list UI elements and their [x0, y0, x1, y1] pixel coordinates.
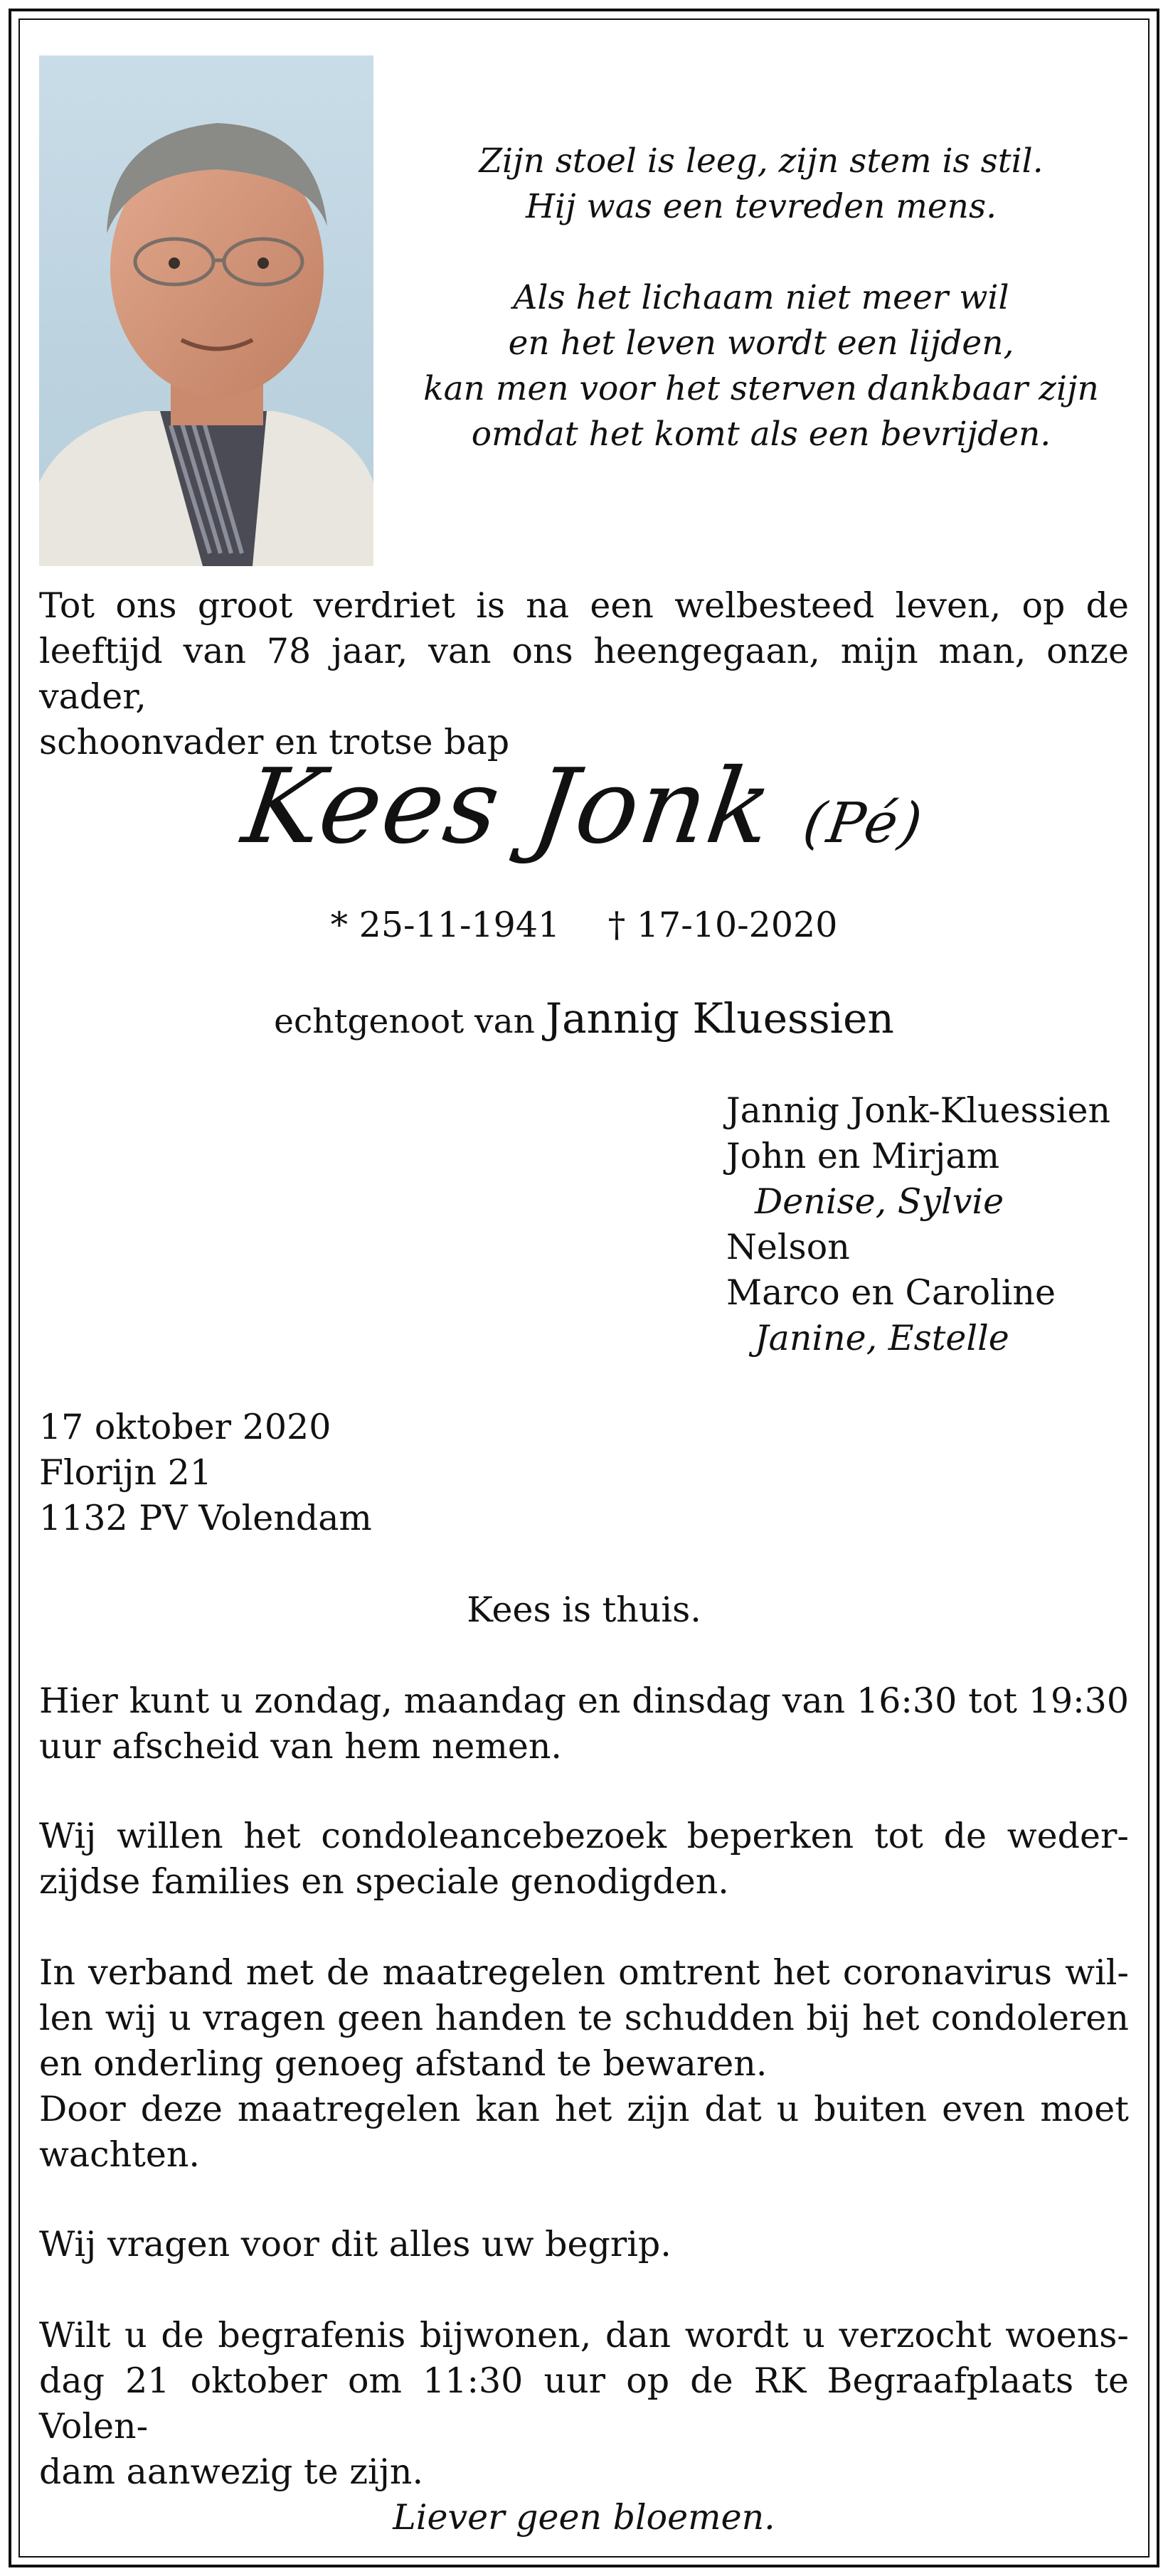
- family-member: Janine, Estelle: [755, 1318, 1009, 1358]
- life-dates: [39, 905, 1129, 945]
- family-list: [726, 1088, 1110, 1361]
- family-member: Marco en Caroline: [726, 1272, 1056, 1313]
- poem-line: kan men voor het sterven dankbaar zijn: [423, 369, 1099, 408]
- poem-stanza-2: [395, 275, 1127, 457]
- deceased-name: [30, 747, 1138, 880]
- home-notice: Kees is thuis.: [467, 1590, 701, 1630]
- corona-paragraph: [39, 1950, 1129, 2087]
- address-city: 1132 PV Volendam: [39, 1498, 372, 1538]
- address-block: [39, 1405, 372, 1541]
- intro-paragraph: [39, 583, 1129, 765]
- condolence-paragraph: [39, 1814, 1129, 1905]
- family-member: Nelson: [726, 1227, 850, 1267]
- text-line: wachten.: [39, 2134, 200, 2175]
- death-date: † 17-10-2020: [607, 905, 838, 945]
- text-line: en onderling genoeg afstand te bewaren.: [39, 2043, 768, 2084]
- text-line: Tot ons groot verdriet is na een welbesteed leven, op de: [39, 585, 1129, 626]
- text-line: dam aanwezig te zijn.: [39, 2452, 424, 2492]
- poem: [395, 139, 1127, 503]
- address-date: 17 oktober 2020: [39, 1407, 331, 1447]
- text-line: Wij willen het condoleancebezoek beperken tot de weder-: [39, 1816, 1129, 1856]
- text-line: Hier kunt u zondag, maandag en dinsdag van 16:30 tot 19:30: [39, 1681, 1129, 1721]
- name-main: Kees Jonk: [236, 747, 781, 867]
- obituary: [39, 0, 1129, 2576]
- family-member: Jannig Jonk-Kluessien: [726, 1090, 1111, 1131]
- family-member: John en Mirjam: [726, 1136, 1000, 1176]
- text-line: leeftijd van 78 jaar, van ons heengegaan, mijn man, onze vader,: [39, 631, 1129, 717]
- funeral-paragraph: [39, 2313, 1129, 2495]
- text-line: Door deze maatregelen kan het zijn dat u buiten even moet: [39, 2089, 1129, 2129]
- understanding-paragraph: [39, 2222, 1129, 2267]
- poem-line: Zijn stoel is leeg, zijn stem is stil.: [479, 142, 1044, 181]
- text-line: dag 21 oktober om 11:30 uur op de RK Begraafplaats te Volen-: [39, 2361, 1129, 2447]
- spouse-name: Jannig Kluessien: [545, 994, 894, 1043]
- text-line: uur afscheid van hem nemen.: [39, 1726, 562, 1767]
- address-street: Florijn 21: [39, 1452, 212, 1493]
- text-line: Wij vragen voor dit alles uw begrip.: [39, 2224, 671, 2264]
- poem-line: omdat het komt als een bevrijden.: [471, 415, 1051, 454]
- poem-line: Hij was een tevreden mens.: [525, 187, 997, 226]
- spouse-line: [39, 994, 1129, 1043]
- text-line: zijdse families en speciale genodigden.: [39, 1861, 729, 1902]
- text-line: len wij u vragen geen handen te schudden bij het condoleren: [39, 1998, 1129, 2038]
- family-member: Denise, Sylvie: [755, 1181, 1004, 1222]
- visiting-paragraph: [39, 1678, 1129, 1769]
- poem-line: Als het lichaam niet meer wil: [513, 278, 1009, 317]
- poem-line: en het leven wordt een lijden,: [508, 324, 1014, 363]
- text-line: In verband met de maatregelen omtrent het coronavirus wil-: [39, 1952, 1129, 1993]
- portrait-photo: [39, 55, 373, 566]
- text-line: schoonvader en trotse bap: [39, 722, 510, 762]
- birth-date: * 25-11-1941: [330, 905, 561, 945]
- text-line: Wilt u de begrafenis bijwonen, dan wordt u verzocht woens-: [39, 2315, 1129, 2356]
- waiting-paragraph: [39, 2087, 1129, 2178]
- closing-note: Liever geen bloemen.: [393, 2497, 775, 2538]
- poem-stanza-1: [395, 139, 1127, 230]
- spouse-prefix: echtgenoot van: [274, 1002, 535, 1041]
- name-nickname: (Pé): [799, 792, 928, 856]
